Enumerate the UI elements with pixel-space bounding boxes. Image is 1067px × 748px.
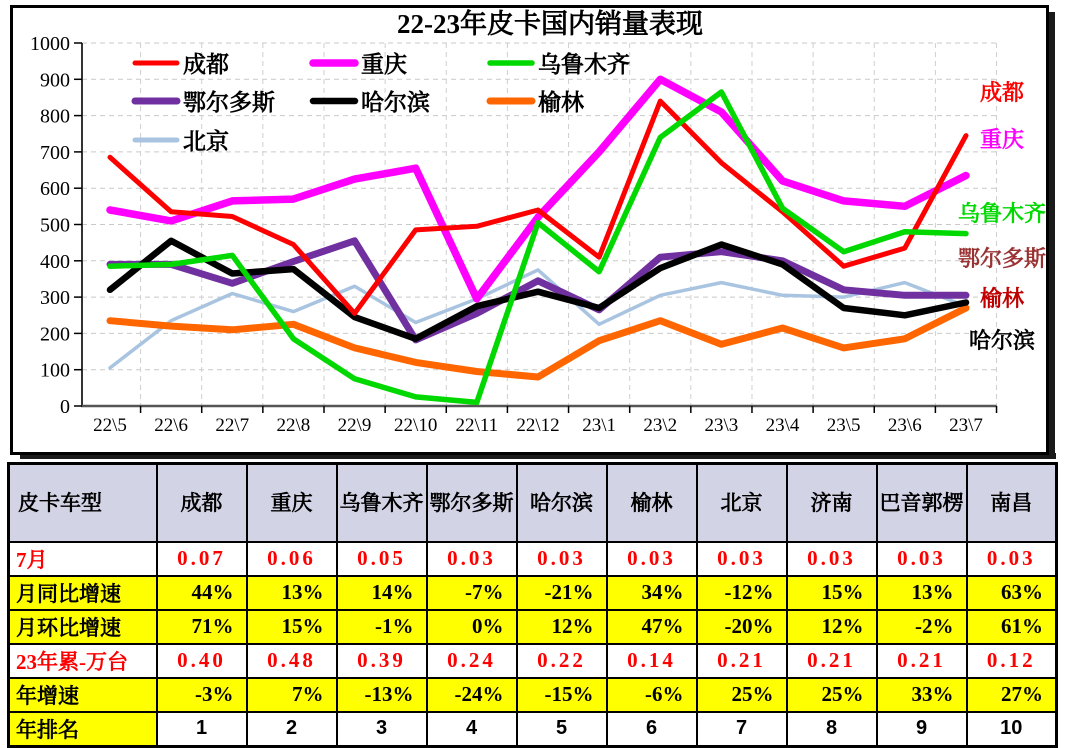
table-cell: 0.40 bbox=[157, 644, 247, 678]
table-cell: 47% bbox=[607, 610, 697, 644]
table-cell: 27% bbox=[967, 678, 1057, 712]
legend-label-哈尔滨: 哈尔滨 bbox=[361, 90, 430, 115]
x-axis-label: 22\11 bbox=[455, 415, 499, 436]
right-label-成都: 成都 bbox=[979, 80, 1025, 105]
table-cell: 0.12 bbox=[967, 644, 1057, 678]
table-cell: 0.24 bbox=[427, 644, 517, 678]
y-axis-label: 300 bbox=[40, 287, 70, 310]
table-cell: -24% bbox=[427, 678, 517, 712]
table-row-年增速 bbox=[9, 678, 1057, 712]
table-cell: -20% bbox=[697, 610, 787, 644]
table-cell: -21% bbox=[517, 576, 607, 610]
header-cell-city: 鄂尔多斯 bbox=[427, 464, 517, 542]
x-axis-label: 23\4 bbox=[765, 415, 800, 436]
table-cell: -7% bbox=[427, 576, 517, 610]
table-cell: -6% bbox=[607, 678, 697, 712]
table-row-月环比增速 bbox=[9, 610, 1057, 644]
x-axis-label: 22\6 bbox=[154, 415, 189, 436]
table-cell: 0.14 bbox=[607, 644, 697, 678]
header-cell-city: 成都 bbox=[157, 464, 247, 542]
table-cell: 0.07 bbox=[157, 542, 247, 576]
table-cell: 10 bbox=[967, 712, 1057, 747]
legend-label-重庆: 重庆 bbox=[361, 52, 407, 77]
y-axis-label: 800 bbox=[40, 105, 70, 128]
right-label-哈尔滨: 哈尔滨 bbox=[968, 328, 1036, 353]
row-label: 月同比增速 bbox=[9, 576, 157, 610]
table-cell: 9 bbox=[877, 712, 967, 747]
x-axis-label: 22\8 bbox=[276, 415, 311, 436]
row-label: 月环比增速 bbox=[9, 610, 157, 644]
x-axis-label: 23\5 bbox=[826, 415, 861, 436]
x-axis-label: 23\3 bbox=[704, 415, 739, 436]
table-cell: 0.48 bbox=[247, 644, 337, 678]
y-axis-label: 200 bbox=[40, 323, 70, 346]
header-cell-city: 乌鲁木齐 bbox=[337, 464, 427, 542]
table-cell: -15% bbox=[517, 678, 607, 712]
right-label-榆林: 榆林 bbox=[979, 286, 1025, 311]
table-cell: 0.03 bbox=[517, 542, 607, 576]
x-axis-label: 22\7 bbox=[215, 415, 250, 436]
table-cell: 1 bbox=[157, 712, 247, 747]
x-axis-label: 23\2 bbox=[643, 415, 678, 436]
y-axis-label: 100 bbox=[40, 359, 70, 382]
row-label: 年增速 bbox=[9, 678, 157, 712]
right-label-乌鲁木齐: 乌鲁木齐 bbox=[957, 201, 1047, 226]
table-cell: 0.03 bbox=[607, 542, 697, 576]
x-axis-label: 22\5 bbox=[93, 415, 127, 436]
table-cell: 5 bbox=[517, 712, 607, 747]
table-cell: 0.03 bbox=[787, 542, 877, 576]
table-cell: 25% bbox=[787, 678, 877, 712]
row-label: 年排名 bbox=[9, 712, 157, 747]
legend-label-榆林: 榆林 bbox=[538, 90, 584, 115]
table-row-月同比增速 bbox=[9, 576, 1057, 610]
table-cell: 0.03 bbox=[697, 542, 787, 576]
table-cell: 6 bbox=[607, 712, 697, 747]
header-cell-city: 榆林 bbox=[607, 464, 697, 542]
table-row-7月 bbox=[9, 542, 1057, 576]
y-axis-label: 400 bbox=[40, 250, 70, 273]
table-cell: -13% bbox=[337, 678, 427, 712]
header-cell-city: 北京 bbox=[697, 464, 787, 542]
table-cell: 34% bbox=[607, 576, 697, 610]
header-cell-city: 哈尔滨 bbox=[517, 464, 607, 542]
table-cell: 63% bbox=[967, 576, 1057, 610]
table-cell: -3% bbox=[157, 678, 247, 712]
x-axis-label: 22\12 bbox=[516, 415, 560, 436]
x-axis-label: 22\10 bbox=[394, 415, 438, 436]
legend-label-成都: 成都 bbox=[183, 52, 229, 77]
table-cell: 7 bbox=[697, 712, 787, 747]
table-cell: 0.03 bbox=[877, 542, 967, 576]
table-cell: -1% bbox=[337, 610, 427, 644]
x-axis-label: 23\1 bbox=[582, 415, 617, 436]
header-cell-city: 巴音郭楞 bbox=[877, 464, 967, 542]
chart-frame-shadow-right bbox=[1049, 12, 1055, 459]
table-cell: 0.21 bbox=[697, 644, 787, 678]
table-cell: 0.05 bbox=[337, 542, 427, 576]
table-row-23年累-万台 bbox=[9, 644, 1057, 678]
table-cell: 0.06 bbox=[247, 542, 337, 576]
table-cell: 0.21 bbox=[787, 644, 877, 678]
table-cell: 4 bbox=[427, 712, 517, 747]
legend-label-北京: 北京 bbox=[183, 129, 229, 154]
table-cell: 25% bbox=[697, 678, 787, 712]
table-cell: 8 bbox=[787, 712, 877, 747]
table-cell: 0.03 bbox=[967, 542, 1057, 576]
table-cell: -2% bbox=[877, 610, 967, 644]
sales-table-container bbox=[7, 462, 1058, 748]
table-cell: 12% bbox=[517, 610, 607, 644]
legend-label-乌鲁木齐: 乌鲁木齐 bbox=[538, 52, 630, 77]
right-label-重庆: 重庆 bbox=[979, 127, 1025, 152]
table-cell: 44% bbox=[157, 576, 247, 610]
y-axis-label: 0 bbox=[60, 396, 70, 418]
table-cell: -12% bbox=[697, 576, 787, 610]
table-cell: 15% bbox=[247, 610, 337, 644]
y-axis-label: 600 bbox=[40, 178, 70, 201]
table-cell: 15% bbox=[787, 576, 877, 610]
x-axis-label: 23\6 bbox=[887, 415, 922, 436]
table-cell: 0.03 bbox=[427, 542, 517, 576]
table-cell: 61% bbox=[967, 610, 1057, 644]
legend-label-鄂尔多斯: 鄂尔多斯 bbox=[183, 90, 275, 115]
table-cell: 0% bbox=[427, 610, 517, 644]
table-cell: 0.39 bbox=[337, 644, 427, 678]
table-cell: 0.22 bbox=[517, 644, 607, 678]
table-cell: 13% bbox=[877, 576, 967, 610]
table-cell: 14% bbox=[337, 576, 427, 610]
table-cell: 12% bbox=[787, 610, 877, 644]
sales-table bbox=[7, 462, 1058, 748]
table-header-row bbox=[9, 464, 1057, 542]
table-cell: 3 bbox=[337, 712, 427, 747]
table-cell: 71% bbox=[157, 610, 247, 644]
row-label: 23年累-万台 bbox=[9, 644, 157, 678]
table-row-年排名 bbox=[9, 712, 1057, 747]
table-cell: 0.21 bbox=[877, 644, 967, 678]
x-axis-label: 22\9 bbox=[337, 415, 372, 436]
header-cell-city: 重庆 bbox=[247, 464, 337, 542]
header-cell-city: 济南 bbox=[787, 464, 877, 542]
table-cell: 2 bbox=[247, 712, 337, 747]
header-cell-row-label: 皮卡车型 bbox=[9, 464, 157, 542]
y-axis-label: 700 bbox=[40, 141, 70, 164]
table-cell: 13% bbox=[247, 576, 337, 610]
table-cell: 7% bbox=[247, 678, 337, 712]
y-axis-label: 1000 bbox=[30, 33, 70, 55]
right-label-鄂尔多斯: 鄂尔多斯 bbox=[957, 246, 1047, 271]
header-cell-city: 南昌 bbox=[967, 464, 1057, 542]
y-axis-label: 900 bbox=[40, 69, 70, 92]
row-label: 7月 bbox=[9, 542, 157, 576]
table-cell: 33% bbox=[877, 678, 967, 712]
y-axis-label: 500 bbox=[40, 214, 70, 237]
x-axis-label: 23\7 bbox=[949, 415, 983, 436]
chart-title: 22-23年皮卡国内销量表现 bbox=[397, 9, 703, 39]
